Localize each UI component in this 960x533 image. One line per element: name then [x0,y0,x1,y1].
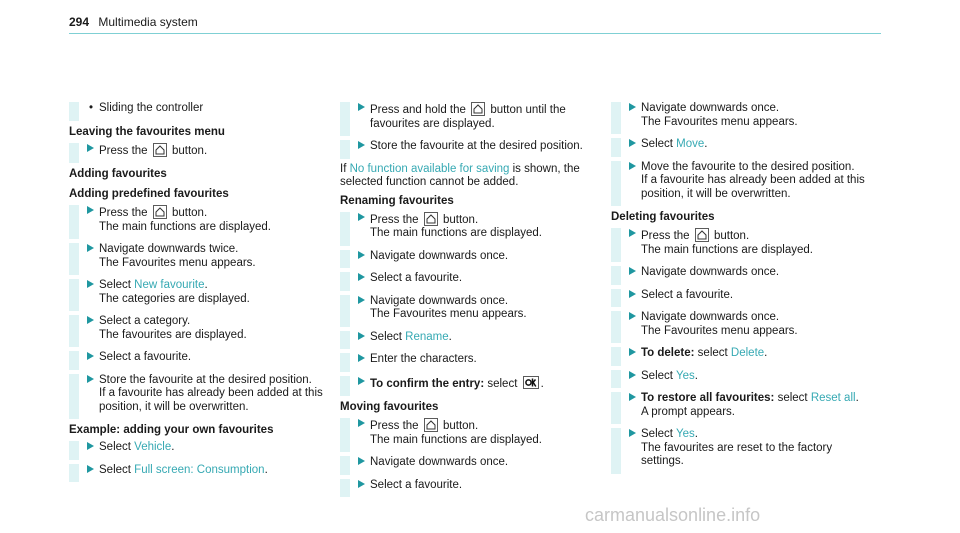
step-arrow-icon [358,141,365,149]
step-bar [611,370,621,389]
column-1 [69,102,324,486]
step-bar [611,228,621,262]
home-button-icon [153,205,167,219]
step [611,102,866,129]
step-arrow-icon [629,429,636,437]
step-text-pre: Select [99,441,131,453]
step-text-post: . [764,347,768,359]
step-result: The main functions are displayed. [370,433,542,446]
step-bar [611,102,621,134]
step [611,311,866,338]
step-arrow-icon [87,244,94,252]
step [340,331,595,345]
step [340,353,595,367]
step [611,392,866,419]
step-label-bold: To confirm the entry: [370,377,485,390]
menu-item-reset-all: Reset all [810,392,856,404]
step-result: The Favourites menu appears. [641,324,798,337]
step-bar [340,479,350,498]
step-bar [611,392,621,424]
step-result: A prompt appears. [641,405,735,418]
step-text-pre: select [777,392,808,404]
step-arrow-icon [358,377,365,385]
step-text-pre: Press and hold the [370,104,466,116]
menu-item-yes: Yes [675,428,695,440]
step-bar [340,272,350,291]
step [340,212,595,241]
heading-leaving-favourites: Leaving the favourites menu [69,125,225,138]
step [69,374,324,415]
step [69,143,324,159]
step-bar [611,138,621,157]
step-text [69,315,324,342]
step-instruction: Enter the characters. [370,353,477,365]
step-arrow-icon [358,457,365,465]
step-text [611,347,866,361]
step-arrow-icon [87,442,94,450]
step-bar [69,243,79,275]
step-text-pre: Press the [641,230,690,242]
step-bar [69,351,79,370]
step-text [611,428,866,469]
step-arrow-icon [87,375,94,383]
column-2 [340,102,595,501]
step-bar [69,441,79,460]
step-text [340,212,595,241]
step-text-post: select [487,377,518,390]
step-arrow-icon [629,162,636,170]
bullet-block [69,102,324,116]
heading-renaming: Renaming favourites [340,194,454,207]
step-bar [69,315,79,347]
step-bar [340,295,350,327]
step-instruction: Move the favourite to the desired position. [641,160,855,173]
step-text [611,370,866,384]
step-text-post: button. [713,230,750,242]
step-arrow-icon [629,229,636,237]
step-arrow-icon [358,296,365,304]
column-3 [611,102,866,478]
step-text [611,138,866,152]
step-text [69,374,324,415]
ok-button-icon [523,376,539,389]
step [611,370,866,384]
step-bar [611,347,621,366]
step-arrow-icon [629,103,636,111]
step-instruction: Store the favourite at the desired position. [99,373,312,386]
step-text-post: . [264,463,268,476]
step-text-post: button. [442,213,479,226]
step-instruction: Navigate downwards once. [641,311,780,323]
step [340,479,595,493]
step-arrow-icon [629,393,636,401]
step-result: The favourites are reset to the factory settings. [641,441,833,467]
step-arrow-icon [358,354,365,362]
step [340,102,595,131]
step-arrow-icon [629,371,636,379]
step-instruction: Navigate downwards once. [641,102,780,114]
step-result: The favourites are displayed. [99,328,247,341]
step-arrow-icon [629,139,636,147]
step-text [611,392,866,419]
step-text [69,205,324,234]
heading-deleting: Deleting favourites [611,211,715,223]
step-text [340,418,595,447]
step-bar [340,102,350,136]
step-text-pre: select [697,347,728,359]
step-text-post: . [171,441,175,453]
step-result: The Favourites menu appears. [99,256,256,269]
step [340,376,595,392]
step-instruction: Select a favourite. [641,288,734,301]
bullet-icon: • [89,102,94,114]
message-no-function: No function available for saving [349,162,510,175]
step-arrow-icon [358,103,365,111]
step-text-pre: Select [370,330,402,343]
step-instruction: Navigate downwards twice. [99,243,239,255]
step-arrow-icon [629,348,636,356]
step [611,266,866,280]
step-result: If a favourite has already been added at this position, it will be overwritten. [641,174,865,200]
step-bar [69,102,79,121]
note-pre: If [340,162,347,175]
step-text-pre: Select [641,138,673,150]
step-text [611,102,866,129]
step-text [611,228,866,257]
step [340,295,595,322]
step-bar [611,311,621,343]
menu-item-vehicle: Vehicle [134,441,172,453]
step-bar [69,143,79,164]
step-text: To confirm the entry: select . [370,377,544,390]
step-text [69,143,324,159]
step-result: The Favourites menu appears. [370,308,527,320]
step-bar [340,212,350,246]
heading-adding-predefined: Adding predefined favourites [69,188,229,200]
step-label-bold: To restore all favourites: [641,392,775,404]
step-text [340,102,595,131]
home-button-icon [471,102,485,116]
step-result: If a favourite has already been added at this position, it will be overwritten. [99,387,323,413]
step [69,441,324,455]
step-text [611,311,866,338]
step-arrow-icon [358,480,365,488]
step [340,140,595,154]
menu-item-delete: Delete [730,347,765,359]
step-text-post: . [694,428,698,440]
step [69,279,324,306]
step [611,161,866,202]
header-divider [69,33,881,34]
step-arrow-icon [358,213,365,221]
step-text-post: . [704,138,708,150]
note-post: is shown, the selected function cannot be added. [340,162,580,188]
step-text-post: button. [442,420,479,432]
step-text-pre: Press the [99,144,148,157]
step-text-post: . [694,369,698,382]
step [69,464,324,478]
step-text-post: . [855,392,859,404]
step-text-post: . [204,279,208,291]
step-arrow-icon [87,144,94,152]
step-text-pre: Press the [99,207,148,219]
step-label-bold: To delete: [641,347,695,359]
step-text [69,279,324,306]
heading-moving: Moving favourites [340,401,439,413]
step-arrow-icon [87,316,94,324]
step-arrow-icon [629,267,636,275]
step-arrow-icon [87,465,94,473]
watermark-text: carmanualsonline.info [585,505,761,525]
menu-item-yes: Yes [675,369,695,382]
step-arrow-icon [87,280,94,288]
step-bar [611,289,621,308]
step-arrow-icon [87,352,94,360]
menu-item-full-screen-consumption: Full screen: Consumption [134,463,265,476]
step [69,351,324,365]
step-bar [340,331,350,350]
step-instruction: Store the favourite at the desired position. [370,140,583,152]
heading-adding-favourites: Adding favourites [69,168,167,180]
step-text [69,441,324,455]
home-button-icon [695,228,709,242]
step-instruction: Navigate downwards once. [370,249,509,262]
step [611,289,866,303]
step [611,138,866,152]
section-title: Multimedia system [98,15,198,29]
step-instruction: Navigate downwards once. [370,294,509,307]
page-number: 294 [69,15,90,29]
step-text-pre: Press the [370,213,419,226]
step-bar [69,374,79,420]
step-arrow-icon [87,206,94,214]
step [611,428,866,469]
step-arrow-icon [358,332,365,340]
step [340,456,595,470]
step [340,272,595,286]
step-instruction: Select a favourite. [370,272,463,284]
step-bar [69,205,79,239]
step-text-pre: Press the [370,420,419,432]
step-arrow-icon [629,290,636,298]
step-text [340,331,595,345]
step [340,250,595,264]
step [69,315,324,342]
step [611,228,866,257]
note-paragraph [340,163,595,190]
step-arrow-icon [629,312,636,320]
heading-example: Example: adding your own favourites [69,424,274,436]
step-text [340,295,595,322]
step-result: The main functions are displayed. [641,243,813,256]
step-result: The Favourites menu appears. [641,115,798,128]
step-result: The categories are displayed. [99,292,250,305]
step-bar [69,279,79,311]
step-text [69,464,324,478]
menu-item-rename: Rename [405,330,449,343]
step-text [69,243,324,270]
step-arrow-icon [358,251,365,259]
step-text-pre: Select [99,463,131,476]
step-text-pre: Select [99,279,131,291]
step-bar [611,266,621,285]
step-arrow-icon [358,419,365,427]
step-bar [340,376,350,397]
step-text-post: button. [171,207,208,219]
step-bar [340,418,350,452]
step [611,347,866,361]
step-result: The main functions are displayed. [99,220,271,233]
step-text-post: button. [171,144,208,157]
step-bar [340,250,350,269]
step-bar [69,464,79,483]
step-text-post: button until the favourites are displayed. [370,104,566,130]
page-header [69,15,198,29]
step-bar [340,353,350,372]
step-instruction: Select a favourite. [99,351,192,363]
bullet-text: Sliding the controller [99,102,204,114]
step-text-post: . [448,330,452,343]
step-instruction: Select a category. [99,315,191,327]
step-arrow-icon [358,273,365,281]
step-text-pre: Select [641,369,673,382]
menu-item-move: Move [676,138,705,150]
menu-item-new-favourite: New favourite [134,279,205,291]
home-button-icon [153,143,167,157]
step [340,418,595,447]
step-bar [611,161,621,207]
step-instruction: Navigate downwards once. [641,266,780,278]
step-bar [340,456,350,475]
step-instruction: Select a favourite. [370,478,463,491]
step-text-pre: Select [641,428,673,440]
home-button-icon [424,418,438,432]
step-text [611,161,866,202]
step [69,243,324,270]
step-instruction: Navigate downwards once. [370,456,509,468]
step-result: The main functions are displayed. [370,227,542,239]
home-button-icon [424,212,438,226]
step-bar [340,140,350,159]
step [69,205,324,234]
step-bar [611,428,621,474]
